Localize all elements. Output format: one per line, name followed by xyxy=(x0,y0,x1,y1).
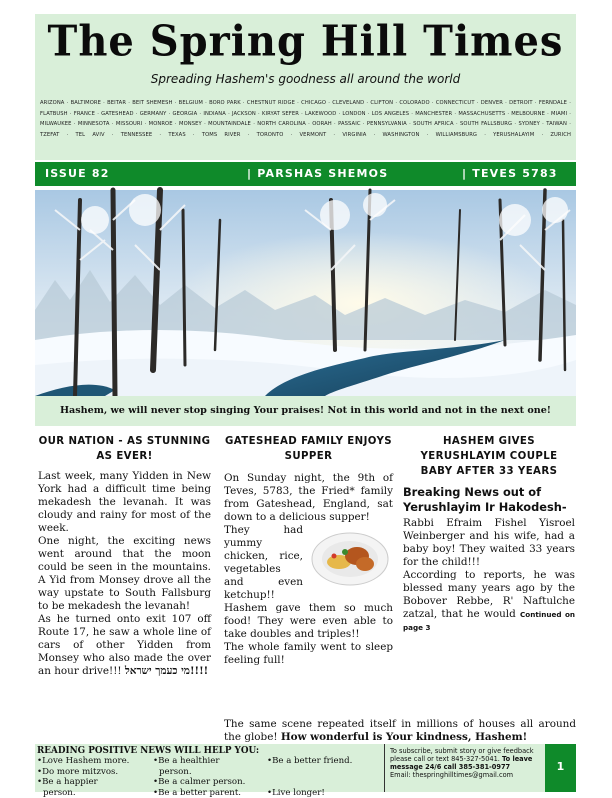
breaking-news-lead: Breaking News out of Yerushlayim Ir Hakodesh- xyxy=(403,485,575,515)
newspaper-title: The Spring Hill Times xyxy=(35,17,576,66)
footer xyxy=(35,744,576,792)
list-item: •Do more mitzvos. xyxy=(37,767,129,778)
article-paragraph: They had yummy chicken, rice, vegetables and even ketchup!! xyxy=(224,524,393,602)
article-gateshead-closing xyxy=(224,718,576,744)
article-gateshead xyxy=(224,434,393,667)
footer-divider xyxy=(384,744,385,792)
article-headline: OUR NATION - AS STUNNING AS EVER! xyxy=(38,434,211,464)
list-item: •Be a healthier xyxy=(153,756,245,767)
tagline: Spreading Hashem's goodness all around the world xyxy=(35,72,576,86)
article-paragraph: Last week, many Yidden in New York had a difficult time being mekadesh the levanah. It was cloudy and rainy for most of the week. xyxy=(38,470,211,535)
masthead xyxy=(35,14,576,160)
email-text[interactable]: Email: thespringhilltimes@gmail.com xyxy=(390,771,513,779)
hebrew-exclamation: מי כעמך ישראל!!!! xyxy=(125,665,208,677)
article-text: As he turned onto exit 107 off Route 17, he saw a whole line of cars of other Yidden from Monsey who also made the over an hour drive!!! xyxy=(38,613,211,677)
article-yerushalayim-couple xyxy=(403,434,575,634)
article-paragraph xyxy=(38,613,211,678)
issue-number: ISSUE 82 xyxy=(45,167,110,180)
list-item: •Be a happier xyxy=(37,777,129,788)
article-paragraph: One night, the exciting news went around that the moon could be seen in the mountains. A Yid from Monsey drove all the way upstate to South Fallsburg to be mekadesh the levanah! xyxy=(38,535,211,613)
article-paragraph xyxy=(403,569,575,634)
list-item: •Be a better friend. xyxy=(267,756,352,767)
article-text-bold: How wonderful is Your kindness, Hashem! xyxy=(281,731,527,743)
article-paragraph: On Sunday night, the 9th of Teves, 5783, the Fried* family from Gateshead, England, sat down to a delicious supper! xyxy=(224,472,393,524)
cities-list: ARIZONA · BALTIMORE · BEITAR · BEIT SHEMESH · BELGIUM · BORO PARK · CHESTNUT RIDGE · CHICAGO · CLEVELAND · CLIFTON · COLORADO · CONNECTICUT · DENVER · DETROIT · FERNDALE · FLATBUSH · FRANCE · GATESHEAD · GERMANY · GEORGIA · INDIANA · JACKSON · KIRYAT SEFER · LAKEWOOD · LONDON · LOS ANGELES · MANCHESTER · MASSACHUSETTS · MELBOURNE · MIAMI · MILWAUKEE · MINNESOTA · MISSOURI · MONROE · MONSEY · MOUNTAINDALE · NORTH CAROLINA · OORAH · PASSAIC · PENNSYLVANIA · SOUTH AFRICA · SOUTH FALLSBURG · SYDNEY · TAIWAN · TZEFAT · TEL AVIV · TENNESSEE · TEXAS · TOMS RIVER · TORONTO · VERMONT · VIRGINIA · WASHINGTON · WILLIAMSBURG · YERUSHALAYIM · ZURICH xyxy=(40,98,571,140)
parsha-label: | PARSHAS SHEMOS xyxy=(247,167,388,180)
continued-link[interactable]: Continued on page 3 xyxy=(403,610,575,632)
list-item: person. xyxy=(37,788,129,798)
winter-landscape-image xyxy=(35,190,576,396)
article-text: According to reports, he was blessed many years ago by the Bobover Rebbe, R' Naftulche zatzal, that he would xyxy=(403,569,575,620)
benefits-list xyxy=(37,756,129,798)
list-item: •Love Hashem more. xyxy=(37,756,129,767)
article-paragraph: The whole family went to sleep feeling full! xyxy=(224,641,393,667)
issue-bar xyxy=(35,162,576,186)
message-line[interactable]: To leave message 24/6 call 385-381-0977 xyxy=(390,755,532,771)
date-label: | TEVES 5783 xyxy=(462,167,558,180)
article-paragraph: Hashem gave them so much food! They were even able to take doubles and triples!! xyxy=(224,602,393,641)
list-item: •Live longer! xyxy=(267,788,352,798)
spacer xyxy=(267,767,352,788)
list-item: •Be a calmer person. xyxy=(153,777,245,788)
article-body xyxy=(224,472,393,667)
benefits-list xyxy=(153,756,245,798)
article-body xyxy=(38,470,211,678)
chicken-dinner-image xyxy=(309,526,391,588)
list-item: •Be a better parent. xyxy=(153,788,245,798)
article-headline: GATESHEAD FAMILY ENJOYS SUPPER xyxy=(224,434,393,464)
list-item: person. xyxy=(153,767,245,778)
footer-heading: READING POSITIVE NEWS WILL HELP YOU: xyxy=(37,746,259,756)
article-body xyxy=(403,517,575,634)
page-number: 1 xyxy=(545,744,576,792)
article-paragraph: Rabbi Efraim Fishel Yisroel Weinberger and his wife, had a baby boy! They waited 33 years for the child!!! xyxy=(403,517,575,569)
subscribe-text: To subscribe, submit story or give feedback please call or text 845-327-5041. xyxy=(390,747,534,763)
benefits-list xyxy=(267,756,352,798)
image-caption: Hashem, we will never stop singing Your praises! Not in this world and not in the next one! xyxy=(35,396,576,426)
contact-info xyxy=(390,747,538,779)
article-our-nation xyxy=(38,434,211,678)
article-text: The same scene repeated itself in millions of houses all around the globe! xyxy=(224,718,576,743)
article-headline: HASHEM GIVES YERUSHLAYIM COUPLE BABY AFTER 33 YEARS xyxy=(403,434,575,479)
